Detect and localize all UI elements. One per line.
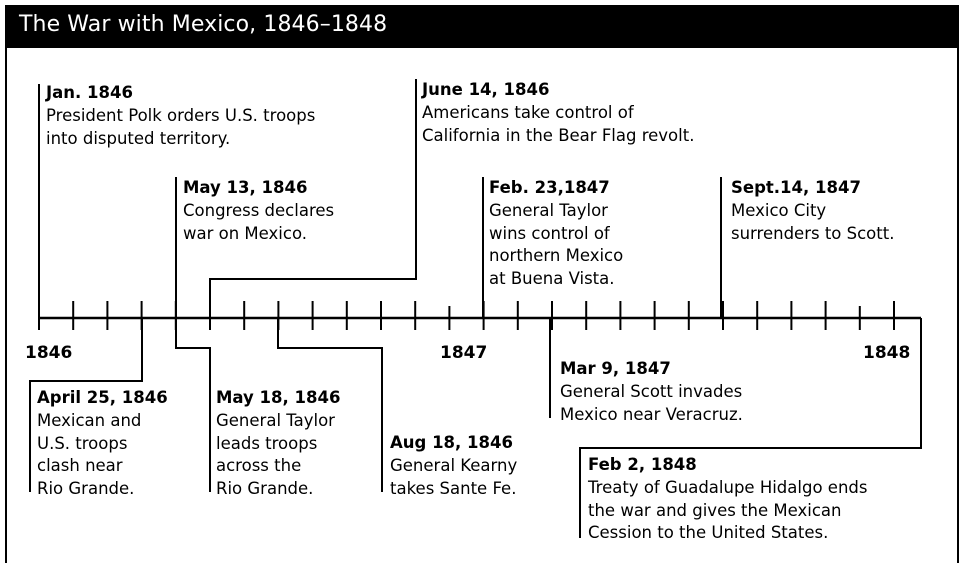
- event-description: General Taylor leads troops across the Rio Grande.: [216, 410, 335, 499]
- event-description: General Taylor wins control of northern Mexico at Buena Vista.: [489, 200, 624, 289]
- event-description: Congress declares war on Mexico.: [183, 200, 335, 243]
- event-sept-14-1847: [731, 177, 894, 245]
- event-june-14-1846: [422, 79, 694, 147]
- event-date: June 14, 1846: [422, 80, 550, 99]
- event-may-13-1846: [183, 177, 334, 245]
- event-jan-1846: [46, 82, 315, 150]
- event-description: Americans take control of California in the Bear Flag revolt.: [422, 102, 695, 145]
- event-description: Mexican and U.S. troops clash near Rio Grande.: [37, 410, 142, 499]
- event-april-25-1846: [37, 387, 168, 501]
- event-feb-23-1847: [489, 177, 623, 291]
- figure-title: The War with Mexico, 1846–1848: [19, 12, 388, 37]
- event-feb-2-1848: [588, 454, 867, 545]
- event-description: Mexico City surrenders to Scott.: [731, 200, 895, 243]
- event-aug-18-1846: [390, 432, 517, 500]
- event-date: Feb 2, 1848: [588, 455, 697, 474]
- event-date: May 18, 1846: [216, 388, 341, 407]
- event-date: Jan. 1846: [46, 83, 133, 102]
- event-date: Mar 9, 1847: [560, 359, 671, 378]
- event-date: April 25, 1846: [37, 388, 168, 407]
- event-date: Feb. 23,1847: [489, 178, 610, 197]
- event-description: Treaty of Guadalupe Hidalgo ends the war and gives the Mexican Cession to the United States.: [588, 477, 868, 543]
- event-may-18-1846: [216, 387, 340, 501]
- event-date: Sept.14, 1847: [731, 178, 861, 197]
- event-description: General Kearny takes Sante Fe.: [390, 455, 518, 498]
- year-label-1847: 1847: [440, 343, 488, 363]
- event-description: General Scott invades Mexico near Veracruz.: [560, 381, 743, 424]
- timeline-ticks: [39, 301, 894, 330]
- year-label-1846: 1846: [25, 343, 73, 363]
- year-label-1848: 1848: [863, 343, 911, 363]
- event-description: President Polk orders U.S. troops into disputed territory.: [46, 105, 316, 148]
- connector-may-18-1846: [176, 318, 210, 492]
- event-date: May 13, 1846: [183, 178, 308, 197]
- event-date: Aug 18, 1846: [390, 433, 513, 452]
- event-mar-9-1847: [560, 358, 743, 426]
